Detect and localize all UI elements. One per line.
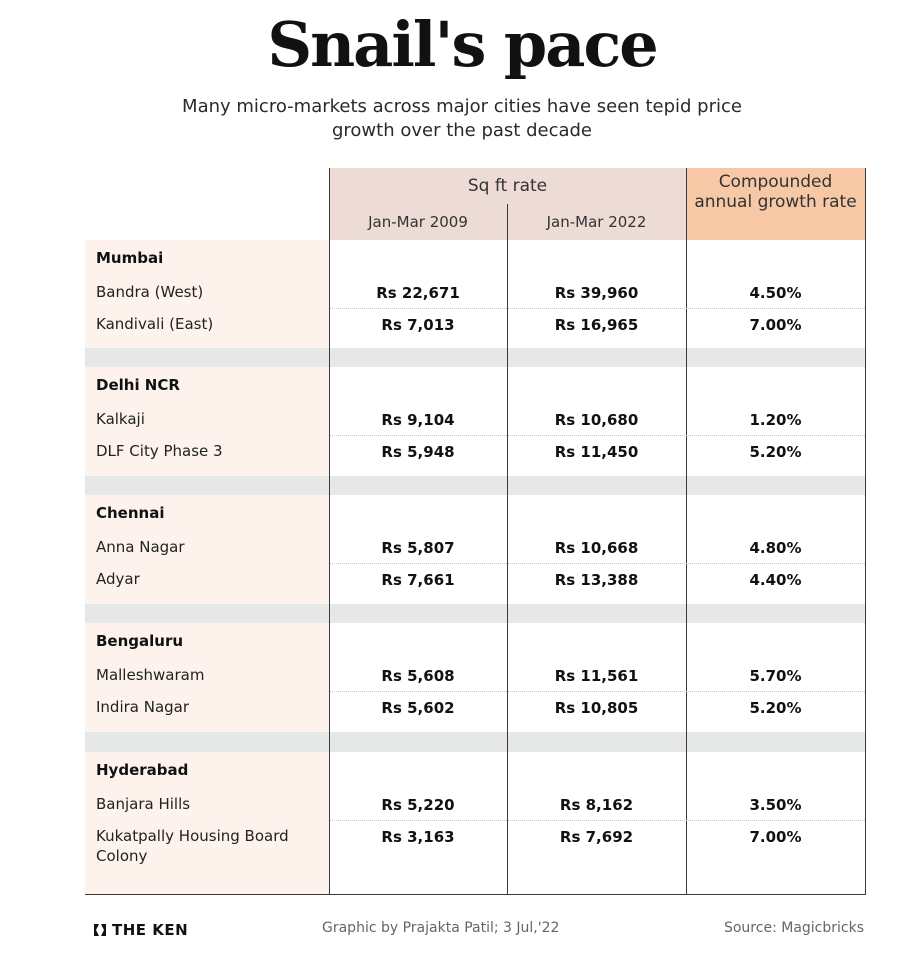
rate-2022: Rs 10,668 (554, 539, 639, 557)
rate-2009: Rs 3,163 (381, 828, 455, 846)
rate-2009: Rs 5,220 (381, 796, 455, 814)
cagr-value: 5.70% (749, 667, 802, 685)
header-cagr: Compounded annual growth rate (694, 172, 857, 212)
cagr-value: 4.80% (749, 539, 802, 557)
rate-2009: Rs 5,608 (381, 667, 455, 685)
rate-2009: Rs 22,671 (376, 284, 460, 302)
city-name: Bengaluru (96, 632, 184, 650)
group-separator (85, 476, 865, 495)
rate-2022: Rs 13,388 (554, 571, 639, 589)
cagr-value: 5.20% (749, 699, 802, 717)
rate-2022: Rs 16,965 (554, 316, 639, 334)
place-name: DLF City Phase 3 (96, 442, 223, 460)
rate-2022: Rs 8,162 (559, 796, 634, 814)
graphic-credit: Graphic by Prajakta Patil; 3 Jul,'22 (322, 920, 560, 936)
place-name: Adyar (96, 570, 140, 588)
table-bottom-rule (85, 894, 866, 895)
place-name: Banjara Hills (96, 795, 191, 813)
place-name: Anna Nagar (96, 538, 185, 556)
column-rule (329, 168, 330, 894)
cagr-value: 4.40% (749, 571, 802, 589)
chart-title: Snail's pace (267, 8, 657, 81)
city-name: Hyderabad (96, 761, 189, 779)
cagr-value: 4.50% (749, 284, 802, 302)
row-divider (330, 820, 865, 821)
cagr-value: 7.00% (749, 828, 802, 846)
group-separator (85, 604, 865, 623)
rate-2009: Rs 5,948 (381, 443, 455, 461)
row-divider (330, 691, 865, 692)
rate-2022: Rs 11,561 (554, 667, 639, 685)
rate-2022: Rs 10,680 (554, 411, 639, 429)
chart-subtitle: Many micro-markets across major cities have seen tepid price growth over the past decade (182, 96, 742, 141)
cagr-value: 5.20% (749, 443, 802, 461)
rate-2022: Rs 10,805 (554, 699, 639, 717)
the-ken-logo (92, 921, 188, 939)
row-divider (330, 435, 865, 436)
the-ken-logo-icon (92, 922, 108, 938)
place-name: Malleshwaram (96, 666, 205, 684)
rate-2009: Rs 5,602 (381, 699, 455, 717)
rate-2009: Rs 7,661 (381, 571, 455, 589)
rate-2022: Rs 7,692 (559, 828, 634, 846)
row-divider (330, 308, 865, 309)
place-name: Bandra (West) (96, 283, 204, 301)
group-separator (85, 348, 865, 367)
cagr-value: 1.20% (749, 411, 802, 429)
column-rule (865, 168, 866, 894)
column-rule (686, 168, 687, 894)
rate-2009: Rs 5,807 (381, 539, 455, 557)
place-name: Kukatpally Housing Board Colony (96, 827, 289, 865)
place-name: Kalkaji (96, 410, 145, 428)
cagr-value: 7.00% (749, 316, 802, 334)
rate-2009: Rs 7,013 (381, 316, 455, 334)
place-name: Kandivali (East) (96, 315, 214, 333)
group-separator (85, 732, 865, 752)
header-sqft-rate: Sq ft rate (467, 176, 548, 196)
city-name: Delhi NCR (96, 376, 180, 394)
row-divider (330, 563, 865, 564)
place-name: Indira Nagar (96, 698, 190, 716)
header-2009: Jan-Mar 2009 (368, 213, 468, 231)
rate-2009: Rs 9,104 (381, 411, 455, 429)
logo-text: THE KEN (112, 921, 189, 939)
city-name: Mumbai (96, 249, 164, 267)
data-source: Source: Magicbricks (723, 920, 864, 936)
header-2022: Jan-Mar 2022 (546, 213, 647, 231)
rate-2022: Rs 11,450 (554, 443, 639, 461)
city-name: Chennai (96, 504, 165, 522)
rate-2022: Rs 39,960 (554, 284, 639, 302)
cagr-value: 3.50% (749, 796, 802, 814)
